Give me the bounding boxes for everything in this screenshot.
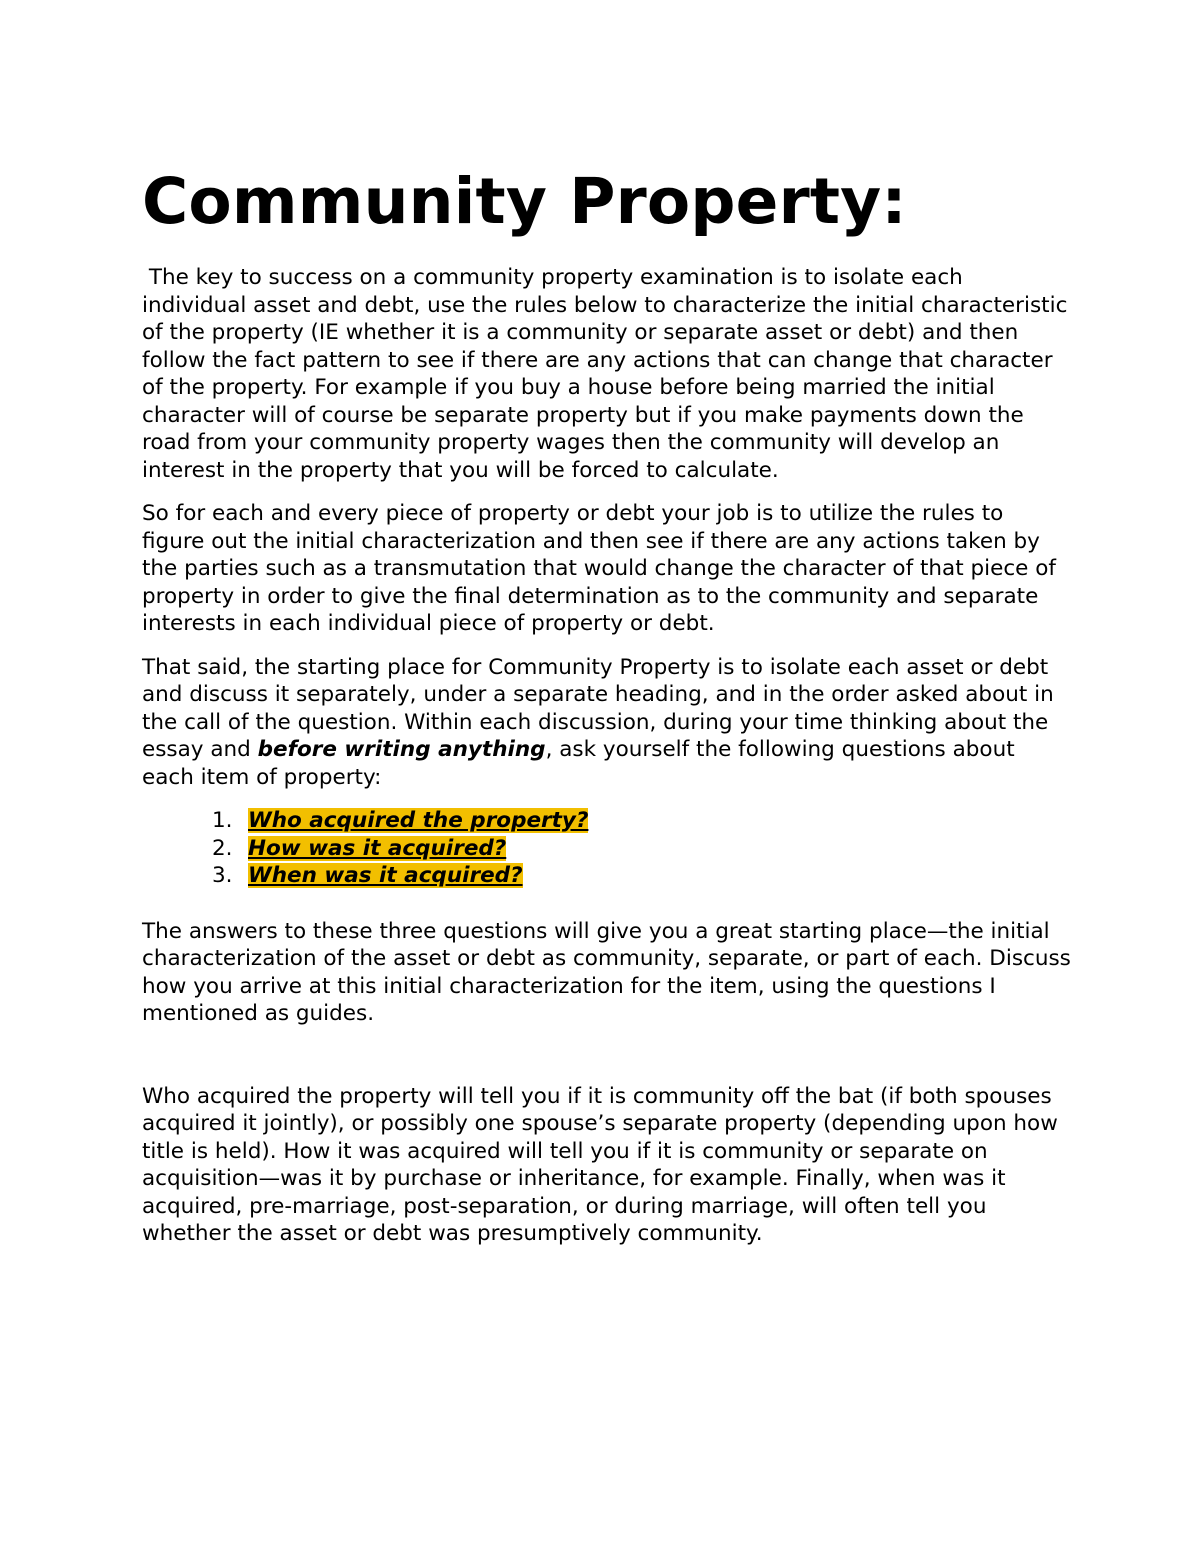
starting-place-text: That said, the starting place for Community Property is to isolate each asset or debt and discuss it separately, under a separate heading, and in the order asked about in the call of the question. Within each discussion, during your time thinking about the essay and — [142, 654, 1054, 762]
intro-paragraph: The key to success on a community property examination is to isolate each individual asset and debt, use the rules below to characterize the initial characteristic of the property (IE whether it is a community or separate asset or debt) and then follow the fact pattern to see if there are any actions that can change that character of the property. For example if you buy a house before being married the initial character will of course be separate property but if you make payments down the road from your community property wages then the community will develop an interest in the property that you will be forced to calculate. — [142, 265, 1075, 483]
starting-place-text-end: , ask yourself the following questions about each item of property: — [142, 737, 1015, 790]
highlighted-question: Who acquired the property? — [248, 808, 589, 833]
highlighted-question: How was it acquired? — [248, 835, 507, 861]
highlighted-question: When was it acquired? — [248, 863, 523, 888]
approach-paragraph: So for each and every piece of property or debt your job is to utilize the rules to figure out the initial characterization and then see if there are any actions taken by the parties such as a transmutation that would change the character of that piece of property in order to give the final determination as to the community and separate interests in each individual piece of property or debt. — [142, 501, 1056, 636]
list-item — [142, 835, 1072, 863]
document-page — [142, 158, 1075, 1248]
list-item — [142, 807, 1072, 835]
list-number: 2. — [212, 835, 233, 861]
questions-list — [142, 807, 1072, 890]
answers-paragraph: The answers to these three questions will give you a great starting place—the initial characterization of the asset or debt as community, separate, or part of each. Discuss how you arrive at this initial characterization for the item, using the questions I mentioned as guides. — [142, 918, 1071, 1026]
list-item — [142, 862, 1072, 890]
document-title: Community Property: — [142, 165, 907, 238]
starting-place-paragraph — [142, 654, 1072, 792]
list-number: 1. — [212, 808, 233, 833]
emphasis-text: before writing anything — [257, 737, 546, 762]
explanation-paragraph: Who acquired the property will tell you if it is community off the bat (if both spouses acquired it jointly), or possibly one spouse’s separate property (depending upon how title is held). How it was acquired will tell you if it is community or separate on acquisition—was it by purchase or inheritance, for example. Finally, when was it acquired, pre-marriage, post-separation, or during marriage, will often tell you whether the asset or debt was presumptively community. — [142, 1083, 1058, 1246]
list-number: 3. — [212, 863, 233, 888]
